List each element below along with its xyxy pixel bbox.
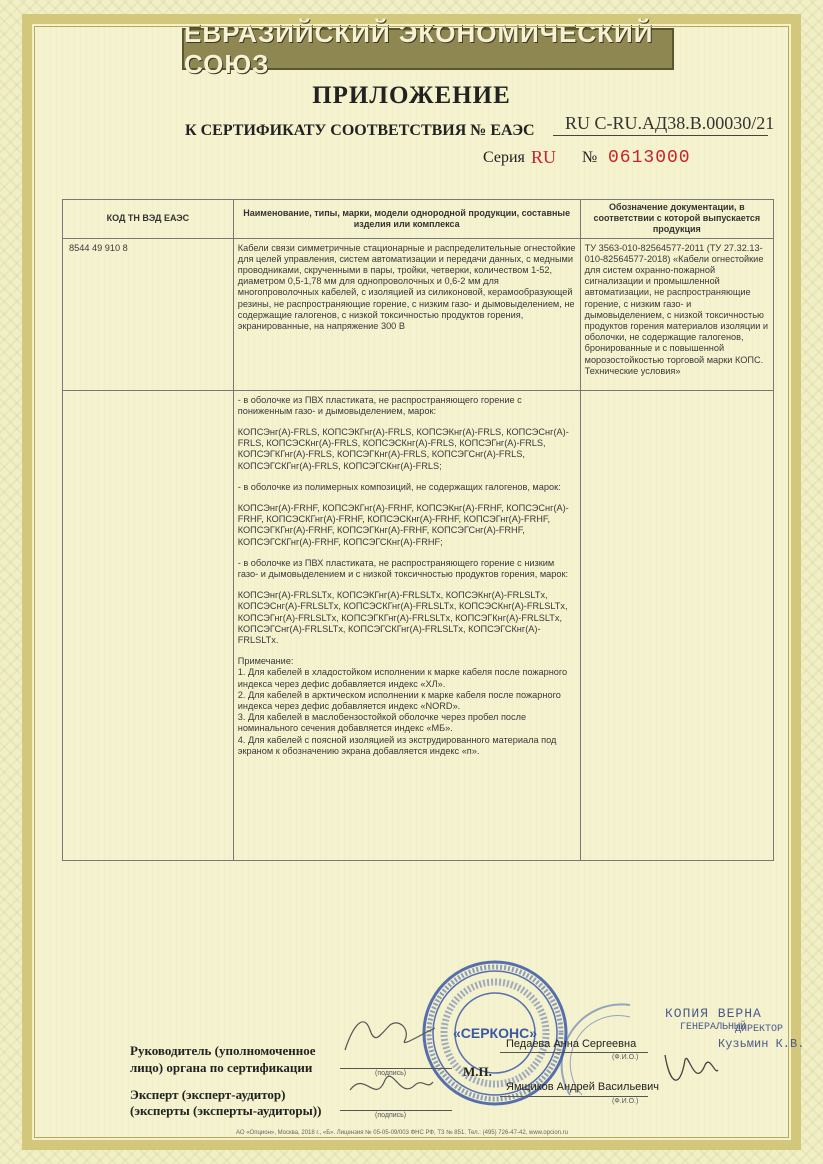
table-header-row	[63, 200, 774, 239]
union-banner	[182, 18, 674, 79]
note-1: 1. Для кабелей в хладостойком исполнении к марке кабеля после пожарного индекса через дефис добавляется индекс «ХЛ».	[237, 667, 568, 689]
product-table	[62, 199, 774, 861]
expert-signature-caption: (подпись)	[375, 1112, 407, 1119]
header-description: Наименование, типы, марки, модели однородной продукции, составные изделия или комплекса	[233, 200, 580, 239]
expert-name: Ямщиков Андрей Васильевич	[506, 1081, 660, 1093]
head-signature-scribble	[340, 1010, 440, 1060]
series-label: Серия	[483, 149, 525, 166]
cell-documentation: ТУ 3563-010-82564577-2011 (ТУ 27.32.13-010-82564577-2018) «Кабели огнестойкие для систем охранно-пожарной сигнализации и промышленной автоматизации, не распространяющие горение, с низким газо- и дымовыделением, с низкой токсичностью продуктов горения материалов изоляции и оболочки, не содержащие галогенов, бронированные и с повышенной морозостойкостью торговой марки КОПС. Технические условия»	[580, 238, 773, 390]
group2-marks: КОПСЭнг(А)-FRHF, КОПСЭКГнг(А)-FRHF, КОПСЭКнг(А)-FRHF, КОПСЭСнг(А)-FRHF, КОПСЭСКГнг(А)-FRHF, КОПСЭСКнг(А)-FRHF, КОПСЭГнг(А)-FRHF, КОПСЭГКГнг(А)-FRHF, КОПСЭГКнг(А)-FRHF, КОПСЭГСнг(А)-FRHF, КОПСЭГСКГнг(А)-FRHF, КОПСЭГСКнг(А)-FRHF;	[237, 503, 569, 547]
expert-fio-caption: (Ф.И.О.)	[612, 1098, 639, 1105]
number-label: №	[582, 149, 598, 166]
header-code: КОД ТН ВЭД ЕАЭС	[63, 200, 234, 239]
cell-description: Кабели связи симметричные стационарные и распределительные огнестойкие для целей управления, систем автоматизации и передачи данных, с медными проводниками, скрученными в пары, тройки, четверки, количеством 1-52, диаметром 0,5-1,78 мм для однопроволочных и 0,6-2 мм для многопроволочных кабелей, с изоляцией из силиконовой, керамообразующей резины, не распространяющие горение, с низким газо- и дымовыделением, не содержащие галогенов, с низкой токсичностью продуктов горения, экранированные, на напряжение 300 В	[233, 238, 580, 390]
expert-label-line2: (эксперты (эксперты-аудиторы))	[130, 1103, 322, 1118]
expert-name-line	[500, 1096, 648, 1097]
cell-empty	[580, 390, 773, 860]
head-name: Педаева Анна Сергеевна	[506, 1038, 637, 1050]
head-label-line1: Руководитель (уполномоченное	[130, 1043, 316, 1058]
expert-signature-line	[340, 1110, 452, 1111]
table-row	[63, 238, 774, 390]
copy-verified-stamp: КОПИЯ ВЕРНА	[665, 1006, 762, 1021]
banner-text: ЕВРАЗИЙСКИЙ ЭКОНОМИЧЕСКИЙ СОЮЗ	[184, 18, 654, 79]
document-subtitle: К СЕРТИФИКАТУ СООТВЕТСТВИЯ № ЕАЭС	[185, 122, 535, 139]
group2-intro: - в оболочке из полимерных композиций, не содержащих галогенов, марок:	[237, 481, 561, 492]
note-3: 3. Для кабелей в маслобензостойкой оболочке через пробел после номинального сечения добавляется индекс «МБ».	[237, 712, 527, 734]
group3-marks: КОПСЭнг(А)-FRLSLTx, КОПСЭКГнг(А)-FRLSLTx, КОПСЭКнг(А)-FRLSLTx, КОПСЭСнг(А)-FRLSLTx, КОПСЭСКГнг(А)-FRLSLTx, КОПСЭСКнг(А)-FRLSLTx, КОПСЭГнг(А)-FRLSLTx, КОПСЭГКГнг(А)-FRLSLTx, КОПСЭГКнг(А)-FRLSLTx, КОПСЭГСнг(А)-FRLSLTx, КОПСЭГСКГнг(А)-FRLSLTx, КОПСЭГСКнг(А)-FRLSLTx.	[237, 590, 568, 646]
note-2: 2. Для кабелей в арктическом исполнении к марке кабеля после пожарного индекса через дефис добавляется индекс «NORD».	[237, 689, 561, 712]
group3-intro: - в оболочке из ПВХ пластиката, не распространяющего горение с низким газо- и дымовыделением и с низкой токсичностью продуктов горения, марок:	[237, 557, 569, 580]
seal-text: «СЕРКОНС»	[452, 1025, 538, 1041]
copy-stamp-position-1: ГЕНЕРАЛЬНЫЙ	[680, 1022, 747, 1033]
cell-code: 8544 49 910 8	[63, 238, 234, 390]
copy-stamp-name: Кузьмин К.В.	[718, 1037, 805, 1051]
notes-title: Примечание:	[237, 656, 294, 667]
head-name-line	[500, 1052, 648, 1053]
head-signature-line	[340, 1068, 452, 1069]
cell-empty	[63, 390, 234, 860]
document-title: ПРИЛОЖЕНИЕ	[312, 82, 511, 109]
table-row	[63, 390, 774, 860]
director-signature-scribble	[660, 1045, 720, 1095]
form-number: 0613000	[608, 148, 691, 168]
cell-marks	[233, 390, 580, 860]
copy-stamp-position-2: ДИРЕКТОР	[735, 1024, 784, 1035]
head-label-line2: лицо) органа по сертификации	[130, 1060, 313, 1075]
header-documentation: Обозначение документации, в соответствии с которой выпускается продукция	[580, 200, 773, 239]
expert-label-line1: Эксперт (эксперт-аудитор)	[130, 1087, 286, 1102]
stamp-place-mark: М.П.	[463, 1064, 492, 1079]
certificate-number-underline	[553, 135, 768, 136]
head-signature-caption: (подпись)	[375, 1070, 407, 1077]
head-fio-caption: (Ф.И.О.)	[612, 1054, 639, 1061]
note-4: 4. Для кабелей с поясной изоляцией из экструдированного материала под экраном к обозначению экрана добавляется индекс «п».	[237, 734, 557, 756]
printer-footer: АО «Опцион», Москва, 2018 г., «Б». Лицензия № 05-05-09/003 ФНС РФ, ТЗ № 851. Тел.: (495) 726-47-42, www.opcion.ru	[236, 1130, 569, 1136]
group1-intro: - в оболочке из ПВХ пластиката, не распространяющего горение с пониженным газо- и дымовыделением, марок:	[237, 394, 522, 416]
group1-marks: КОПСЭнг(А)-FRLS, КОПСЭКГнг(А)-FRLS, КОПСЭКнг(А)-FRLS, КОПСЭСнг(А)-FRLS, КОПСЭСКнг(А)-FRLS, КОПСЭСКнг(А)-FRLS, КОПСЭГнг(А)-FRLS, КОПСЭГКГнг(А)-FRLS, КОПСЭГКнг(А)-FRLS, КОПСЭГСнг(А)-FRLS, КОПСЭГСКГнг(А)-FRLS, КОПСЭГСКнг(А)-FRLS;	[237, 427, 569, 471]
certificate-number: RU C-RU.АД38.В.00030/21	[565, 113, 775, 133]
series-value: RU	[531, 147, 557, 167]
